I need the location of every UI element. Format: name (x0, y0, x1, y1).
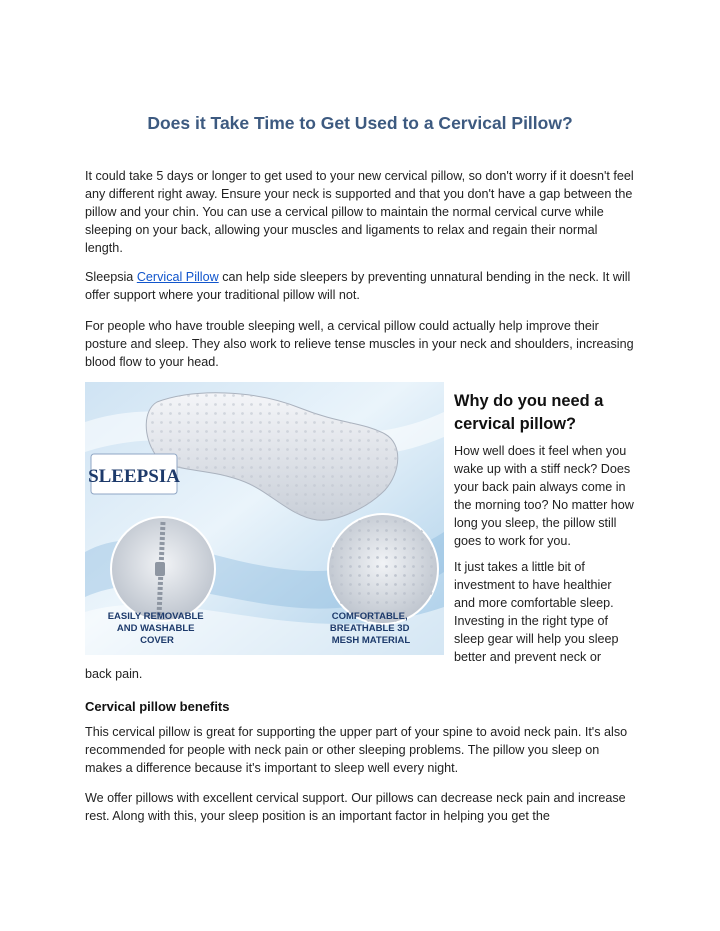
side-heading: Why do you need a cervical pillow? (454, 392, 604, 433)
side-paragraph-1: How well does it feel when you wake up with a stiff neck? Does your back pain always come in the morning too? No matter how long you sleep, the pillow still goes to work for you. (454, 444, 634, 548)
benefits-heading: Cervical pillow benefits (85, 699, 230, 714)
support-paragraph: We offer pillows with excellent cervical support. Our pillows can decrease neck pain and increase rest. Along with this, your sleep position is an important factor in helping you get the (85, 791, 626, 823)
product-image (85, 382, 444, 655)
side-paragraph-continuation: back pain. (85, 667, 143, 681)
paragraph-text-before: Sleepsia (85, 270, 137, 284)
side-paragraph-2: It just takes a little bit of investment to have healthier and more comfortable sleep. Investing in the right type of sleep gear will help you sleep better and prevent neck or (454, 560, 619, 664)
sleepsia-paragraph (85, 268, 635, 304)
paragraph-text-after: can help side sleepers by preventing unnatural bending in the neck. It will offer support where your traditional pillow will not. (85, 270, 631, 302)
caption-right: COMFORTABLE, BREATHABLE 3D MESH MATERIAL (329, 611, 411, 646)
cervical-pillow-link[interactable]: Cervical Pillow (136, 270, 219, 284)
caption-left: EASILY REMOVABLE AND WASHABLE COVER (107, 611, 204, 646)
page-title: Does it Take Time to Get Used to a Cervical Pillow? (147, 113, 573, 133)
brand-logo: SLEEPSIA (88, 466, 180, 487)
sidebar-text (454, 390, 635, 674)
intro-paragraph: It could take 5 days or longer to get used to your new cervical pillow, so don't worry if it doesn't feel any different right away. Ensure your neck is supported and that you don't have a gap between the pillow and your chin. You can use a cervical pillow to maintain the normal cervical curve while sleeping on your back, allowing your muscles and ligaments to relax and regain their normal length. (85, 169, 634, 255)
posture-paragraph: For people who have trouble sleeping well, a cervical pillow could actually help improve their posture and sleep. They also work to relieve tense muscles in your neck and shoulders, increasing blood flow to your head. (85, 319, 634, 369)
benefits-paragraph: This cervical pillow is great for supporting the upper part of your spine to avoid neck pain. It's also recommended for people with neck pain or other sleeping problems. The pillow you sleep on makes a difference because it's important to sleep well every night. (85, 725, 628, 775)
